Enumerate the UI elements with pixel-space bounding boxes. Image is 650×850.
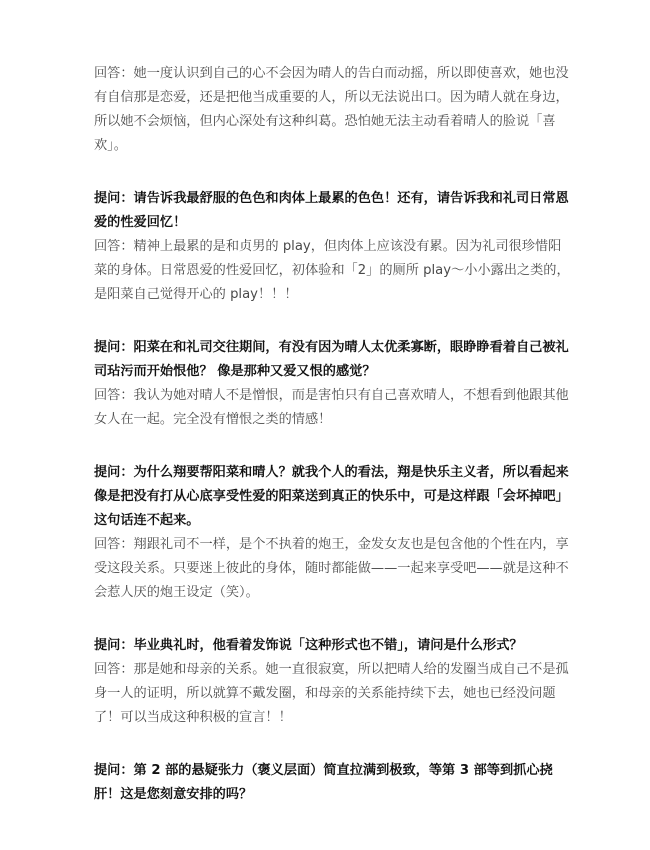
question-text: 提问：第 2 部的悬疑张力（褒义层面）简直拉满到极致，等第 3 部等到抓心挠肝！这是您刻意安排的吗？ xyxy=(94,763,553,802)
qa-block-1 xyxy=(94,58,572,158)
answer-text: 回答：她一度认识到自己的心不会因为晴人的告白而动摇，所以即使喜欢，她也没有自信那是恋爱，还是把他当成重要的人，所以无法说出口。因为晴人就在身边，所以她不会烦恼，但内心深处有这种纠葛。恐怕她无法主动看着晴人的脸说「喜欢」。 xyxy=(94,66,569,153)
answer-text: 回答：我认为她对晴人不是憎恨，而是害怕只有自己喜欢晴人，不想看到他跟其他女人在一起。完全没有憎恨之类的情感！ xyxy=(94,388,569,427)
qa-block-2 xyxy=(94,187,572,307)
question-text: 提问：毕业典礼时，他看着发饰说「这种形式也不错」，请问是什么形式？ xyxy=(94,638,523,653)
qa-block-6 xyxy=(94,759,572,807)
question-text: 提问：阳菜在和礼司交往期间，有没有因为晴人太优柔寡断，眼睁睁看着自己被礼司玷污而开始恨他？ 像是那种又爱又恨的感觉？ xyxy=(94,340,569,379)
qa-block-4 xyxy=(94,461,572,605)
answer-text: 回答：翔跟礼司不一样，是个不执着的炮王，金发女友也是包含他的个性在内，享受这段关系。只要迷上彼此的身体，随时都能做——一起来享受吧——就是这种不会惹人厌的炮王设定（笑）。 xyxy=(94,537,569,600)
answer-text: 回答：精神上最累的是和贞男的 play，但肉体上应该没有累。因为礼司很珍惜阳菜的身体。日常恩爱的性爱回忆，初体验和「2」的厕所 play～小小露出之类的，是阳菜自己觉得开心的 play！！！ xyxy=(94,239,570,302)
qa-block-5 xyxy=(94,634,572,730)
question-text: 提问：为什么翔要帮阳菜和晴人？就我个人的看法，翔是快乐主义者，所以看起来像是把没有打从心底享受性爱的阳菜送到真正的快乐中，可是这样跟「会坏掉吧」这句话连不起来。 xyxy=(94,465,569,528)
answer-text: 回答：那是她和母亲的关系。她一直很寂寞，所以把晴人给的发圈当成自己不是孤身一人的证明，所以就算不戴发圈，和母亲的关系能持续下去，她也已经没问题了！可以当成这种积极的宣言！！ xyxy=(94,662,569,725)
question-text: 提问：请告诉我最舒服的色色和肉体上最累的色色！还有，请告诉我和礼司日常恩爱的性爱回忆！ xyxy=(94,191,569,230)
qa-block-3 xyxy=(94,336,572,432)
